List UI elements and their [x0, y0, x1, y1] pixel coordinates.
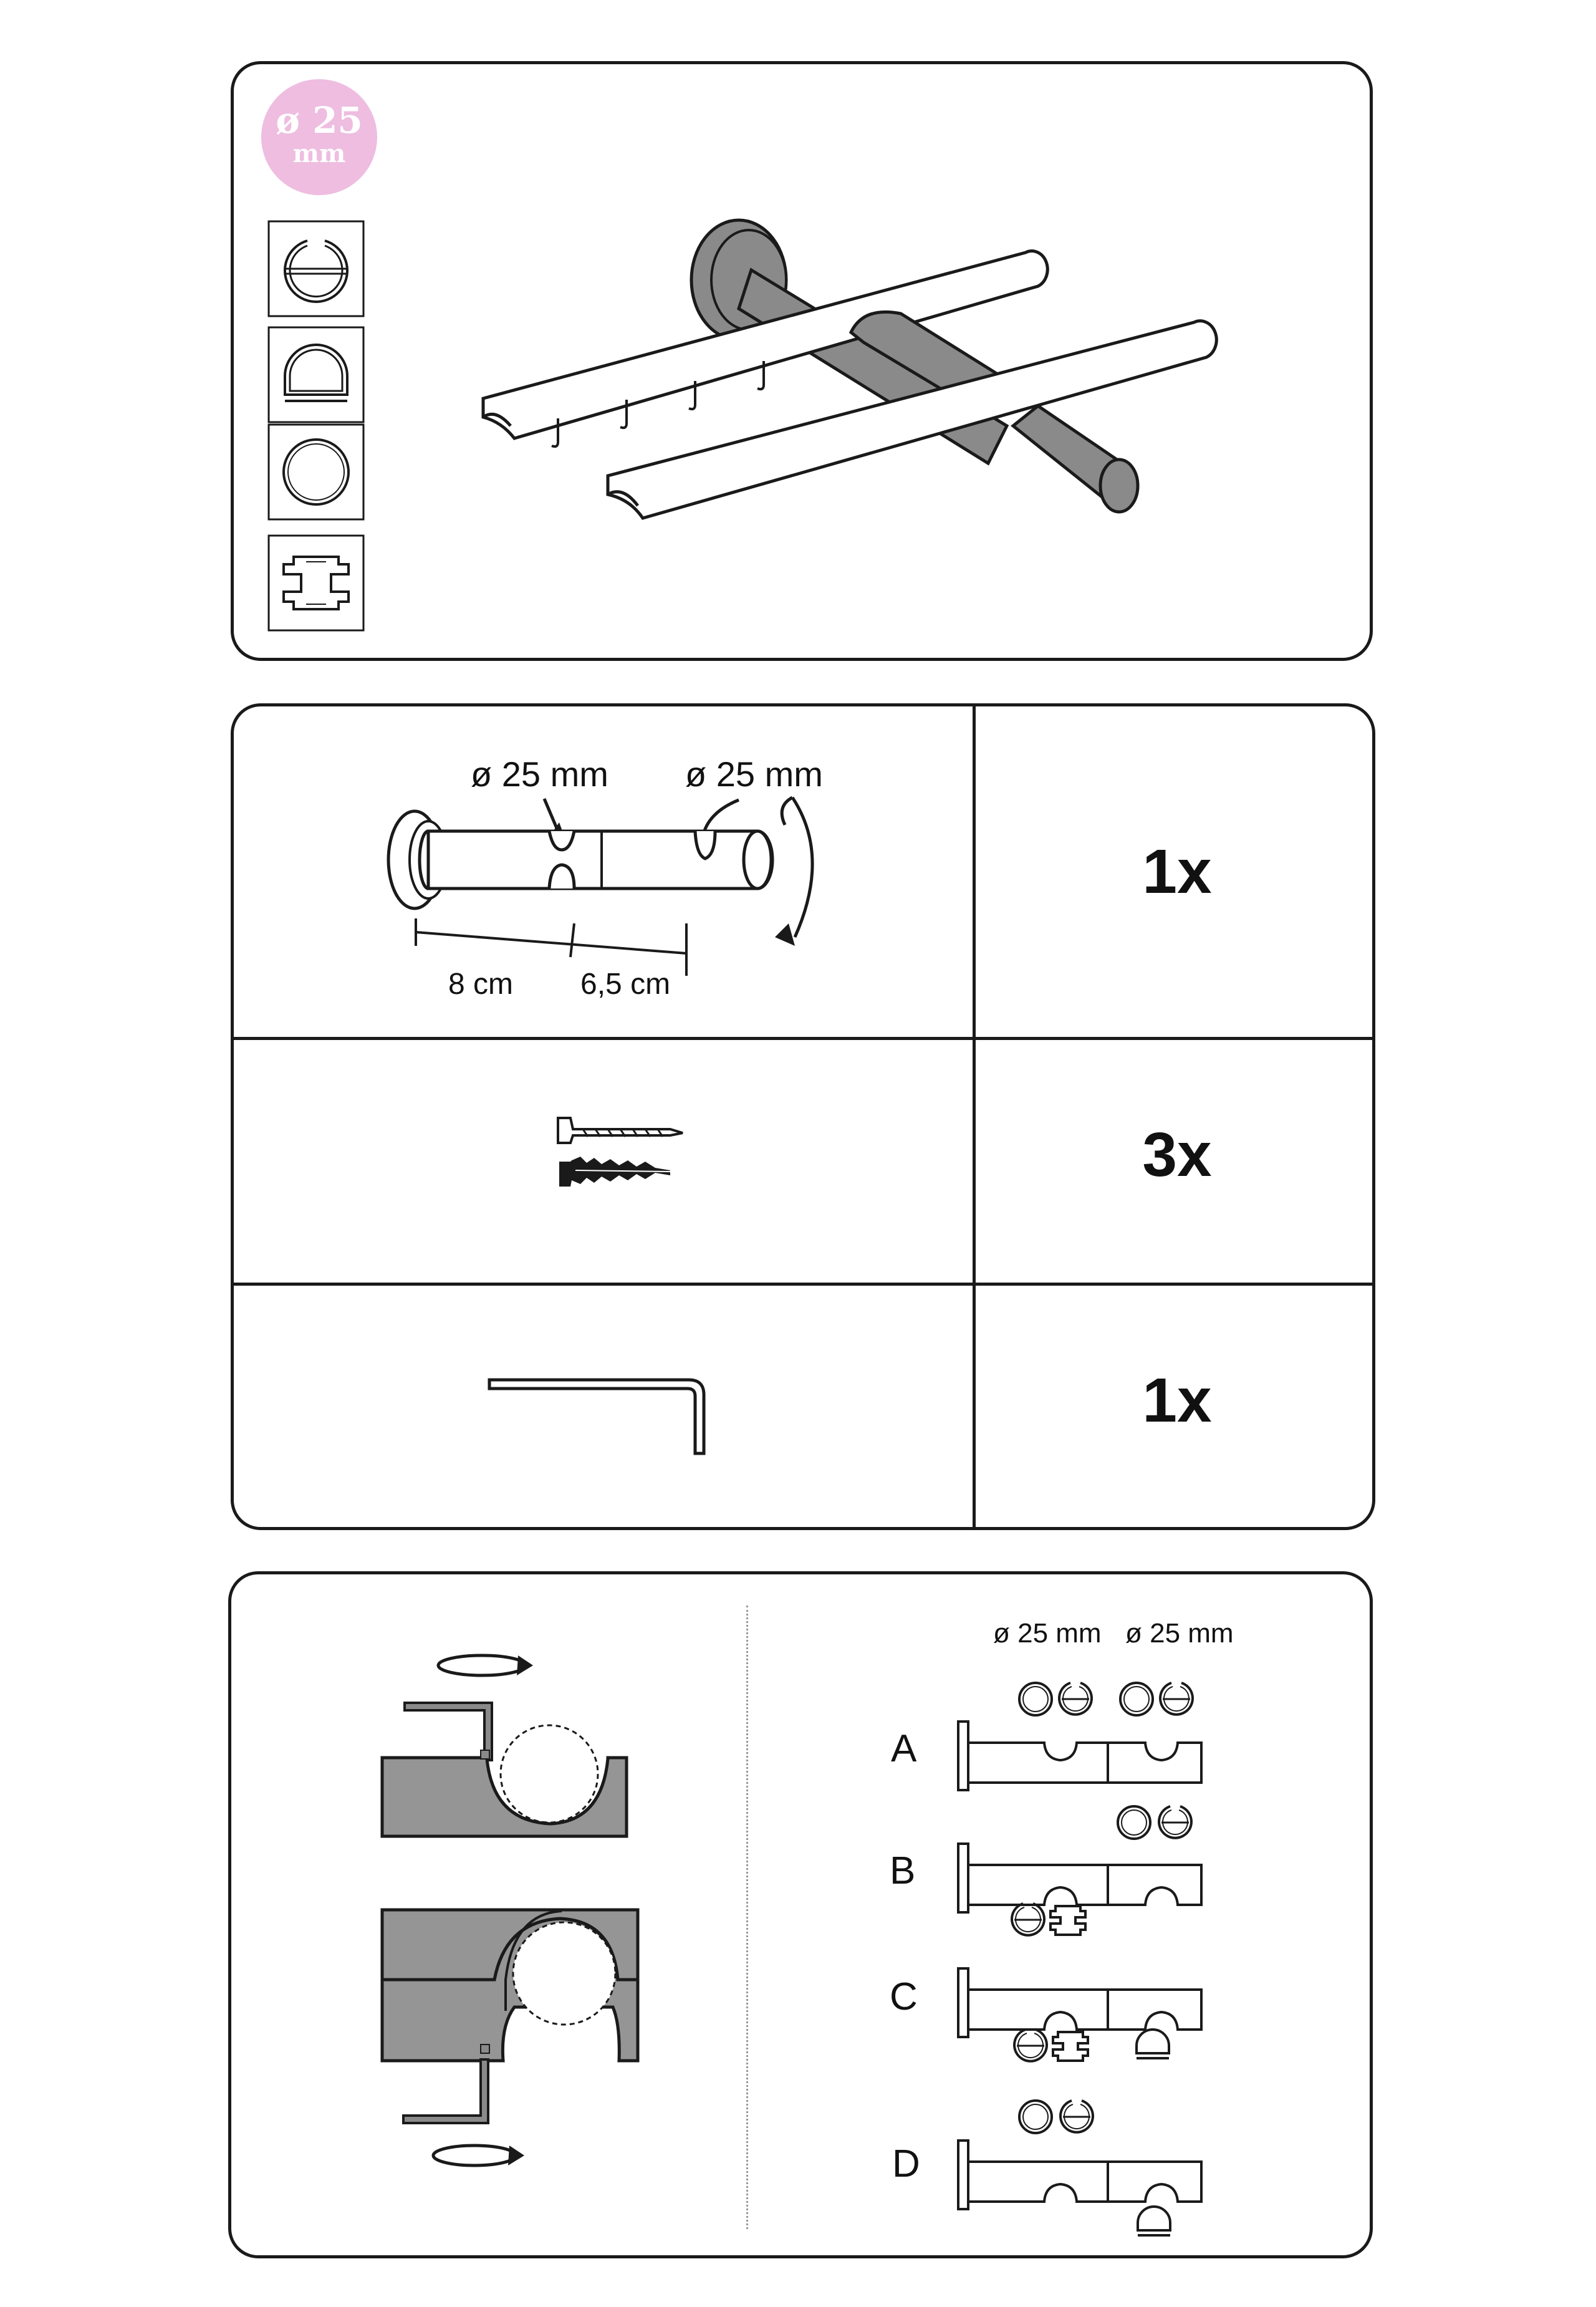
config-header-left: ø 25 mm	[993, 1618, 1102, 1649]
badge-unit: mm	[292, 139, 346, 168]
bracket-diameter-right: ø 25 mm	[685, 754, 823, 794]
config-b-diagram	[958, 1806, 1201, 1935]
product-overview-panel	[231, 61, 1373, 661]
bracket-quantity: 1x	[1142, 837, 1212, 907]
parts-list-panel	[231, 703, 1375, 1530]
config-d-diagram	[958, 2101, 1201, 2235]
config-letter-a: A	[891, 1727, 917, 1770]
bracket-dim-2: 6,5 cm	[580, 968, 671, 1001]
bracket-dim-1: 8 cm	[448, 968, 514, 1001]
config-header-right: ø 25 mm	[1125, 1618, 1234, 1649]
allen-key-drawing	[234, 706, 976, 1530]
bracket-end-cap	[1013, 406, 1138, 512]
config-a-diagram	[958, 1683, 1201, 1790]
config-c-diagram	[958, 1968, 1201, 2061]
config-letter-c: C	[890, 1975, 918, 2018]
badge-diameter: ø 25	[276, 99, 363, 142]
bracket-diameter-left: ø 25 mm	[471, 754, 608, 794]
config-letter-d: D	[892, 2142, 920, 2185]
config-letter-b: B	[890, 1849, 916, 1892]
assembly-instructions-panel	[228, 1571, 1373, 2258]
double-rod-illustration	[234, 64, 1373, 661]
allen-key-quantity: 1x	[1142, 1365, 1212, 1435]
bracket-configurations	[231, 1574, 1373, 2258]
allen-key-icon	[489, 1380, 704, 1453]
screws-quantity: 3x	[1142, 1120, 1212, 1190]
